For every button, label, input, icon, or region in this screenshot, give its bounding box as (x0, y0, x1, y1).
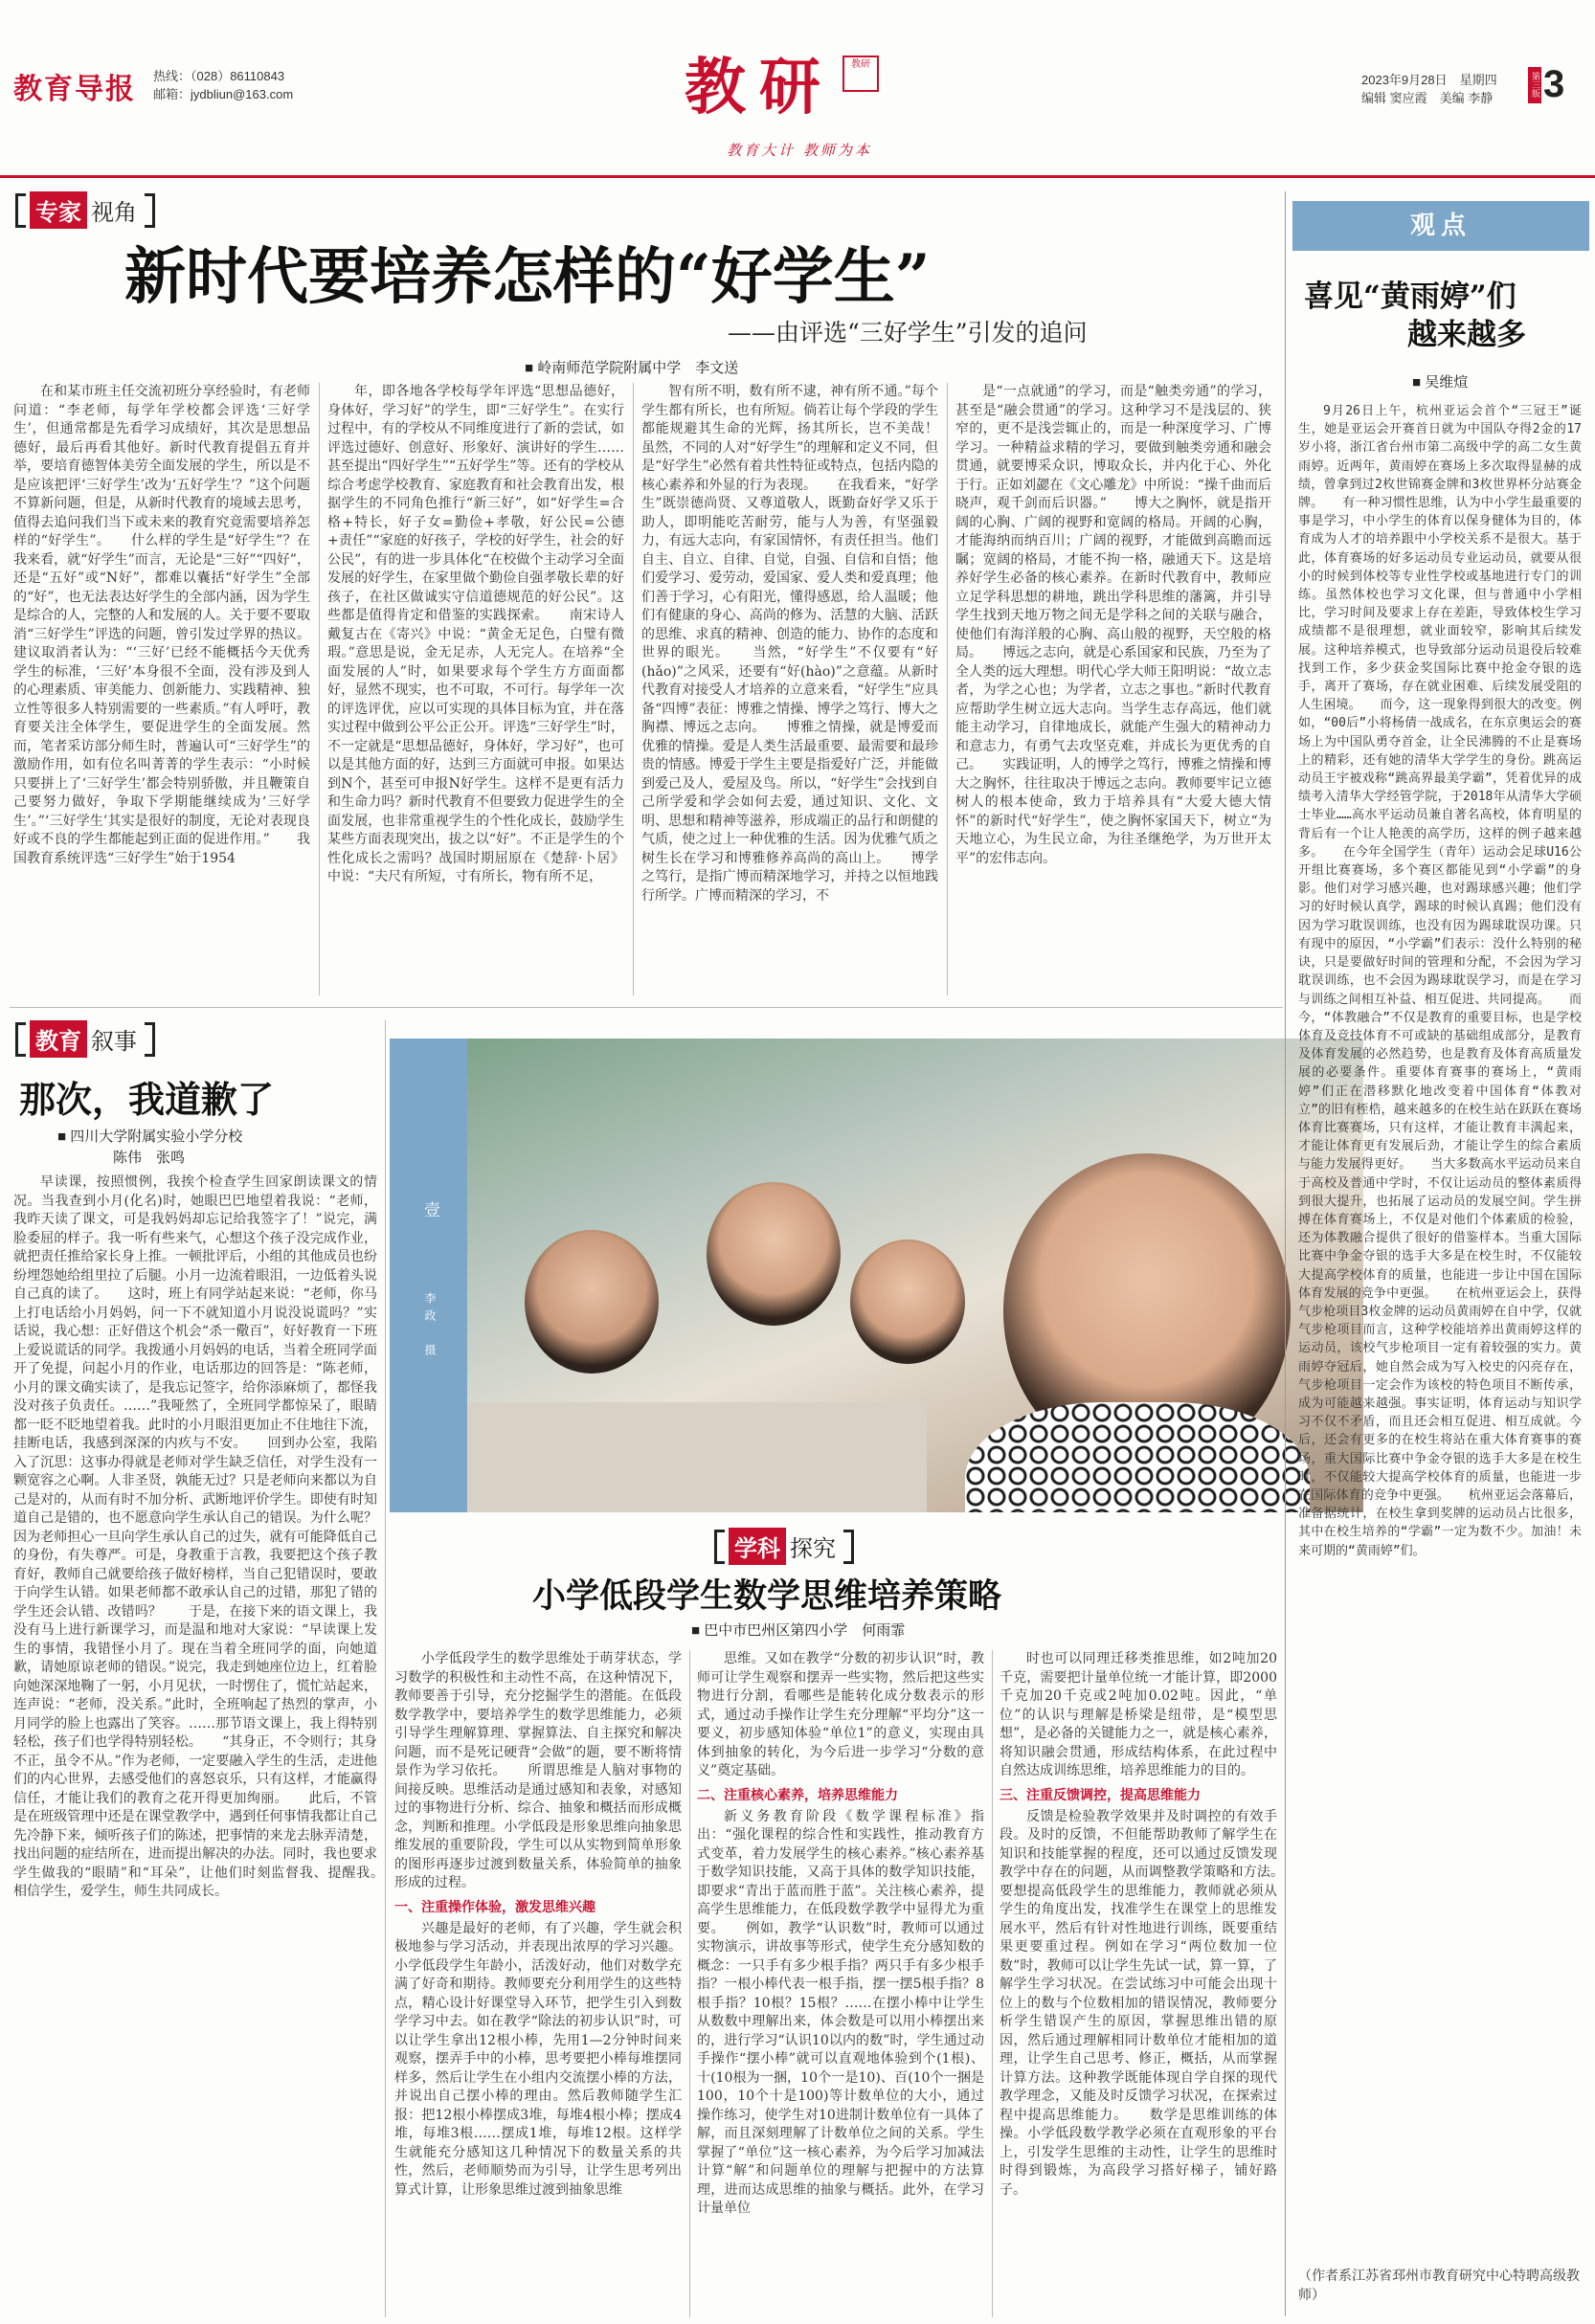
tag-bracket-right (145, 193, 155, 228)
viewpoint-title-line2: 越来越多 (1407, 318, 1526, 352)
viewpoint-banner: 观点 (1292, 201, 1589, 251)
issue-date: 2023年9月28日 星期四 (1361, 73, 1497, 87)
column-divider (947, 383, 948, 995)
lead-column-4: 是“一点就通”的学习，而是“触类旁通”的学习，甚至是“融会贯通”的学习。这种学习不是浅层的、狭窄的，更不是浅尝辄止的，而是一种深度学习、广博学习。一种精益求精的学习，要做到触类旁通和融会贯通，就要博采众识，博取众长，并内化于心、外化于行。正如刘勰在《文心雕龙》中所说：“操千曲而后晓声，观千剑而后识器。” 博大之胸怀，就是指开阔的心胸、广阔的视野和宽阔的格局。开阔的心胸，才能海纳而纳百川；广阔的视野，才能做到高瞻而远瞩；宽阔的格局，才能不拘一格，融通天下。这是培养好学生必备的核心素养。在新时代教育中，教师应立足学科思想的耕地，跳出学科思维的藩篱，并引导学生找到天地万物之间无是学科之间的关联与融合，使他们有海洋般的心胸、高山般的视野，天空般的格局。 博远之志向，就是心系国家和民族，乃至为了全人类的远大理想。明代心学大师王阳明说：“故立志者，为学之心也；为学者，立志之事也。”新时代教育应帮助学生树立远大志向。当学生志存高远，他们就能主动学习，自律地成长，就能产生强大的精神动力和意志力，有勇气去攻坚克难，并成长为更优秀的自己。 实践证明，人的博学之笃行，博雅之情操和博大之胸怀，往往取决于博远之志向。教师要牢记立德树人的根本使命，致力于培养具有“大爱大德大情怀”的新时代“好学生”，使之胸怀家国天下，树立“为天地立心，为生民立命，为往圣继绝学，为万世开太平”的宏伟志向。 (955, 384, 1271, 866)
photo-credit: 李政 摄 (423, 1292, 437, 1361)
photo-caption-bar (390, 1039, 467, 1512)
column-divider (689, 1650, 690, 2317)
lead-column-tag (15, 191, 155, 229)
photo-caption-label: 壹 (420, 1201, 439, 1218)
contact-info (153, 67, 293, 103)
classroom-photo (467, 1039, 1363, 1512)
column-divider (633, 383, 634, 995)
math-col3-text-a: 时也可以同理迁移类推思维，如2吨加20千克，需要把计量单位统一才能计算，即2000千克加20千克或2吨加0.02吨。因此，“单位”的认识与理解是桥梁是纽带，是“模型思想”，是必备的关键能力之一，就是核心素养，将知识融会贯通，形成结构体系，在此过程中自然达成训练思维，培养思维能力的目的。 (1000, 1651, 1277, 1778)
viewpoint-author-note: （作者系江苏省邳州市教育研究中心特聘高级教师） (1298, 2268, 1580, 2303)
masthead-rule (0, 175, 1595, 178)
lead-column-3: 智有所不明，数有所不逮，神有所不通。”每个学生都有所长，也有所短。倘若让每个学段的学生都能规避其生命的光辉，扬其所长，岂不美哉！ 虽然，不同的人对“好学生”的理解和定义不同，但是“好学生”必然有着共性特征或特点，包括内隐的核心素养和外显的行为表现。 在我看来，“好学生”既崇德尚贤、又尊道敬人，既勤奋好学又乐于助人，即明能吃苦耐劳，能与人为善，有坚强毅力，有远大志向，有家国情怀，有责任担当。他们自主、自立、自律、自觉，自强、自信和自悟；他们爱学习、爱劳动，爱国家、爱人类和爱真理；他们善于学习，心有阳光，懂得感恩，给人温暖；他们有健康的身心、高尚的修为、活慧的大脑、活跃的思维、求真的精神、创造的能力、协作的态度和世界的眼光。 当然，“好学生”不仅要有“好(hǎo)”之风采，还要有“好(hào)”之意蕴。从新时代教育对接受人才培养的立意来看，“好学生”应具备“四博”表征：博雅之情操、博学之笃行、博大之胸襟、博远之志向。 博雅之情操，就是博爱而优雅的情操。爱是人类生活最重要、最需要和最珍贵的情感。博爱于学生主要是指爱好广泛，并能做到爱己及人，爱屋及鸟。所以，“好学生”会找到自己所学爱和学会如何去爱，通过知识、文化、文明、思想和精神等滋养，形成端正的品行和朗健的气质，使之过上一种优雅的生活。因为优雅气质之树生长在学习和博雅修养高尚的高山上。 博学之笃行，是指广博而精深地学习，并持之以恒地践行所学。广博而精深的学习，不 (641, 384, 938, 904)
page-number: 3 (1543, 63, 1565, 105)
math-column-2 (697, 1650, 984, 2317)
lead-column-2: 年，即各地各学校每学年评选“思想品德好，身体好，学习好”的学生，即“三好学生”。在实行过程中，有的学校从不同维度进行了新的尝试，如评选过德好、创意好、形象好、演讲好的学生……甚至提出“四好学生”“五好学生”等。还有的学校从综合考虑学校教育、家庭教育和社会教育出发，根据学生的不同角色推行“新三好”，如“好学生=合格+特长，好子女=勤俭+孝敬，好公民=公德+责任”“家庭的好孩子，学校的好学生，社会的好公民”，有的进一步具体化“在校做个主动学习全面发展的好学生，在家里做个勤俭自强孝敬长辈的好孩子，在社区做诚实守信道德规范的好公民”。这些都是值得肯定和借鉴的实践探索。 南宋诗人戴复古在《寄兴》中说：“黄金无足色，白璧有微瑕。”意思是说，金无足赤，人无完人。在培养“全面发展的人”时，如果要求每个学生方方面面都好，显然不现实，也不可取，不可行。每学年一次的评选评优，应以可实现的具体目标为宜，并在落实过程中做到公平公正公开。评选“三好学生”时，不一定就是“思想品德好，身体好，学习好”，也可以是其他方面的好，达到三方面就可申报。如果达到N个，甚至可申报N好学生。这样不是更有活力和生命力吗？新时代教育不但要致力促进学生的全面发展，也非常重视学生的个性化成长，鼓励学生某些方面表现突出，拔之以“好”。不正是学生的个性化成长之需吗？战国时期屈原在《楚辞·卜居》中说：“夫尺有所短，寸有所长，物有所不足， (327, 384, 624, 884)
lead-byline: ■ 岭南师范学院附属中学 李文送 (525, 360, 739, 376)
math-subhead-3: 三、注重反馈调控，提高思维能力 (1000, 1787, 1201, 1803)
issue-editors: 编辑 窦应霞 美编 李静 (1361, 91, 1494, 105)
math-col3-text-b: 反馈是检验教学效果并及时调控的有效手段。及时的反馈，不但能帮助教师了解学生在知识和技能掌握的程度，还可以通过反馈发现教学中存在的问题，从而调整教学策略和方法。 要想提高低段学生的思维能力，教师就必须从学生的角度出发，找准学生在课堂上的思维发展水平，然后有针对性地进行训练，既要重结果更要重过程。例如在学习“两位数加一位数”时，教师可以让学生先试一试，算一算，了解学生学习状况。在尝试练习中可能会出现十位上的数与个位数相加的错误情况，教师要分析学生错误产生的原因，掌握思维出错的原因，然后通过理解相同计数单位才能相加的道理，让学生自己思考、修正，概括，从而掌握计算方法。这种教学既能体现自学自探的现代教学理念，又能及时反馈学习状况，在探索过程中提高思维能力。 数学是思维训练的体操。小学低段数学教学必须在直观形象的平台上，引发学生思维的主动性，让学生的思维时时得到锻炼，为高段学习搭好梯子，铺好路子。 (1000, 1808, 1277, 2198)
viewpoint-byline: ■ 吴维煊 (1412, 374, 1469, 391)
page-tag: 第三版 (1528, 67, 1541, 103)
viewpoint-body: 9月26日上午，杭州亚运会首个“三冠王”诞生，她是亚运会开赛首日就为中国队夺得2金的17岁小将，浙江省台州市第二高级中学的高二女生黄雨婷。近两年，黄雨婷在赛场上多次取得显赫的成绩，曾拿到过2枚世锦赛金牌和3枚世界杯分站赛金牌。 有一种习惯性思维，认为中小学生最重要的事是学习，中小学生的体育以保身健体为目的，体育成为人才的培养跟中小学校关系不是很大。基于此，体育赛场的好多运动员专业运动员，就要从很小的时候到体校等专业性学校或基地进行专门的训练。虽然体校也学习文化课，但与普通中小学相比，学习时间及要求上存在差距，导致体校生学习成绩都不是很理想，就业面较窄，影响其后续发展。这种培养模式，也导致部分运动员退役后较难找到工作，多少获金奖国际比赛中抢金夺银的选手，离开了赛场，存在就业困难、后续发展受阻的人生困境。 而今，这一现象得到很大的改变。例如，“00后”小将杨倩一战成名，在东京奥运会的赛场上为中国队勇夺首金，让全民沸腾的不止是赛场上的精彩，还有她的清华大学学生的身份。跳高运动员王宇被戏称“跳高界最美学霸”，凭着优异的成绩考入清华大学经管学院，于2018年从清华大学硕士毕业……高水平运动员兼自著名高校，体育明星的背后有一个让人艳羡的高学历，这样的例子越来越多。 在今年全国学生（青年）运动会足球U16公开组比赛赛场，多个赛区都能见到“小学霸”的身影。他们对学习感兴趣，也对踢球感兴趣；他们学习的好时候认真学，踢球的时候认真踢；他们没有因为学习耽误训练，也没有因为踢球耽误功课。只有现中的原因，“小学霸”们表示：没什么特别的秘诀，只是要做好时间的管理和分配，不会因为学习耽误训练，也不会因为踢球耽误学习，而是在学习与训练之间相互补益、相互促进、共同提高。 而今，“体教融合”不仅是教育的重要目标，也是学校体育及竞技体育不可或缺的基础组成部分，是教育及体育发展的必然趋势，也是教育及体育高质量发展的必要条件。重要体育赛事的赛场上，“黄雨婷”们正在潜移默化地改变着中国体育“体教对立”的旧有桎梏，越来越多的在校生站在跃跃在赛场体育比赛赛场，只有这样，才能让教育丰满起来，才能让体育更有发展后劲，才能让学生的综合素质与能力发展得更好。 当大多数高水平运动员来自于高校及普通中学时，不仅让运动员的整体素质得到很大提升，也拓展了运动员的发展空间。学生拼搏在体育赛场上，不仅是对他们个体素质的检验，还为体教融合提供了很好的借鉴样本。当重大国际比赛中争金夺银的选手大多是在校生时，不仅能较大提高学校体育的质量，也能进一步让中国在国际体育发展的竞争中更强。 在杭州亚运会上，获得气步枪项目3枚金牌的运动员黄雨婷在自中学，仅就气步枪项目而言，这种学校能培养出黄雨婷这样的运动员，该校气步枪项目一定有着较强的实力。黄雨婷夺冠后，她自然会成为写入校史的闪亮存在，气步枪项目一定会作为该校的特色项目不断传承，成为可能越来越强。事实证明，体育运动与知识学习不仅不矛盾，而且还会相互促进、相互成就。今后，还会有更多的在校生将站在重大体育赛事的赛场，重大国际比赛中争金夺银的选手大多是在校生时，不仅能较大提高学校体育的质量，也能进一步在国际体育的竞争中更强。 杭州亚运会落幕后，准备据统计，在校生拿到奖牌的运动员占比很多，其中在校生培养的“学霸”一定为数不少。加油！未来可期的“黄雨婷”们。 (1298, 404, 1582, 1558)
story-column-tag (15, 1020, 155, 1058)
section-slogan: 教育大计 教师为本 (727, 142, 872, 159)
page-number-box (1528, 63, 1564, 106)
lead-tag-name: 视角 (91, 199, 137, 226)
student-figure-icon (525, 1230, 659, 1374)
lead-headline: 新时代要培养怎样的“好学生” (124, 241, 931, 313)
email-line: 邮箱：jydbliun@163.com (153, 87, 294, 101)
story-byline-names: 陈伟 张鸣 (113, 1150, 186, 1166)
math-column-1 (394, 1650, 682, 2317)
math-subhead-1: 一、注重操作体验，激发思维兴趣 (394, 1899, 595, 1915)
math-col1-text-a: 小学低段学生的数学思维处于萌芽状态，学习数学的积极性和主动性不高，在这种情况下，教师要善于引导，充分挖掘学生的潜能。在低段数学教学中，要培养学生的数学思维能力，必须引导学生理解算理、掌握算法、自主探究和解决问题，而不是死记硬背“会做”的题，要不断将情景作为学习依托。 所谓思维是人脑对事物的间接反映。思维活动是通过感知和表象，对感知过的事物进行分析、综合、抽象和概括而形成概念，判断和推理。小学低段是形象思维向抽象思维发展的重要阶段，学生可以从实物到简单形象的图形再逐步过渡到数量关系，体验简单的抽象形成的过程。 (394, 1651, 682, 1890)
student-figure-icon (707, 1182, 841, 1326)
math-subhead-2: 二、注重核心素养，培养思维能力 (697, 1787, 898, 1803)
section-title: 教研 (685, 52, 834, 123)
math-col2-text-b: 新义务教育阶段《数学课程标准》指出：“强化课程的综合性和实践性，推动教育方式变革，着力发展学生的核心素养。”核心素养基于数学知识技能，又高于具体的数学知识技能，即要求“青出于蓝而胜于蓝”。关注核心素养，提高学生思维能力，在低段数学教学中显得尤为重要。 例如，教学“认识数”时，教师可以通过实物演示，讲故事等形式，使学生充分感知数的概念：一只手有多少根手指？两只手有多少根手指？一根小棒代表一根手指，摆一摆5根手指？8根手指？10根？15根？……在摆小棒中让学生从数数中理解出来，体会数是可以用小棒摆出来的，进行学习“认识10以内的数”时，学生通过动手操作“摆小棒”就可以直观地体验到个(1根)、十(10根为一捆，10个一是10)、百(10个一捆是100，10个十是100)等计数单位的大小，通过操作练习，使学生对10进制计数单位有一具体了解，而且深刻理解了计数单位之间的关系。学生掌握了“单位”这一核心素养，为今后学习加减法计算“解”和问题单位的理解与把握中的方法算理，进而达成思维的抽象与概括。此外，在学习计量单位 (697, 1808, 984, 2216)
column-divider (1285, 191, 1286, 2316)
polka-dot-shirt-icon (965, 1402, 1310, 1512)
tag-bracket-left (15, 193, 26, 228)
tag-bracket-right (145, 1022, 155, 1057)
story-byline-school: ■ 四川大学附属实验小学分校 (57, 1128, 243, 1145)
phone-line: 热线：（028）86110843 (153, 69, 285, 83)
math-byline: ■ 巴中市巴州区第四小学 何雨霏 (691, 1622, 906, 1639)
math-col1-text-b: 兴趣是最好的老师，有了兴趣，学生就会积极地参与学习活动，并表现出浓厚的学习兴趣。小学低段学生年龄小，活泼好动，他们对数学充满了好奇和期待。教师要充分利用学生的这些特点，精心设计好课堂导入环节，把学生引入到数学学习中去。如在教学“除法的初步认识”时，可以让学生拿出12根小棒，先用1—2分钟时间来观察，摆弄手中的小棒，思考要把小棒每堆摆同样多，然后让学生在小组内交流摆小棒的方法，并说出自己摆小棒的理由。然后教师随学生汇报：把12根小棒摆成3堆，每堆4根小棒；摆成4堆，每堆3根……摆成1堆，每堆12根。这样学生就能充分感知这几种情况下的数量关系的共性，然后，老师顺势而为引导，让学生思考列出算式计算，让形象思维过渡到抽象思维 (394, 1920, 682, 2198)
math-column-3 (1000, 1650, 1277, 2317)
story-body: 早读课，按照惯例，我挨个检查学生回家朗读课文的情况。当我查到小月(化名)时，她眼巴巴地望着我说：“老师，我昨天读了课文，可是我妈妈却忘记给我签字了！”说完，满脸委屈的样子。我一听有些来气，心想这个孩子没完成作业，就把责任推给家长身上推。一顿批评后，小组的其他成员也纷纷埋怨她给组里拉了后腿。小月一边流着眼泪，一边低着头说自己真的读了。 这时，班上有同学站起来说：“老师，你马上打电话给小月妈妈，问一下不就知道小月说没说谎吗？”实话说，我心想：正好借这个机会“杀一儆百”，好好教育一下班上爱说谎话的同学。我拨通小月妈妈的电话，当着全班同学面开了免提，问起小月的作业，电话那边的回答是：“陈老师，小月的课文确实读了，是我忘记签字，给你添麻烦了，都怪我没对孩子负责任。……”我哑然了，全班同学都惊呆了，眼睛都一眨不眨地望着我。此时的小月眼泪更加止不住地往下流，挂断电话，我感到深深的内疚与不安。 回到办公室，我陷入了沉思：这事办得就是老师对学生缺乏信任，对学生没有一颗宽容之心啊。人非圣贤，孰能无过？只是老师向来都以为自己是对的，从而有时不加分析、武断地评价学生。即使有时知道自己是错的，也不愿意向学生承认自己的错误。为什么呢？因为老师担心一旦向学生承认自己的过失，就有可能降低自己的身份，有失尊严。可是，身教重于言教，我要把这个孩子教育好，教师自己就要给孩子做好榜样，当自己犯错误时，要敢于向学生认错。如果老师都不敢承认自己的过错，那犯了错的学生还会认错、改错吗？ 于是，在接下来的语文课上，我没有马上进行新课学习，而是温和地对大家说：“早读课上发生的事情，我错怪小月了。现在当着全班同学的面，向她道歉，请她原谅老师的错误。”说完，我走到她座位边上，红着脸向她深深地鞠了一躬，小月见状，一时愣住了，慌忙站起来，连声说：“老师，没关系。”此时，全班响起了热烈的掌声，小月同学的脸上也露出了笑容。……那节语文课上，我上得特别轻松，孩子们也学得特别轻松。 “其身正，不令则行；其身不正，虽令不从。”作为老师，一定要融入学生的生活，走进他们的内心世界，去感受他们的喜怒哀乐，只有这样，才能赢得信任，才能让我们的教育之花开得更加绚丽。 此后，不管是在班级管理中还是在课堂教学中，遇到任何事情我都让自己先冷静下来，倾听孩子们的陈述，把事情的来龙去脉弄清楚，找出问题的症结所在，进而提出解决的办法。同时，我也要求学生做我的“眼睛”和“耳朵”，让他们时刻监督我、提醒我。 相信学生，爱学生，师生共同成长。 (13, 1174, 377, 1899)
math-column-tag (714, 1528, 854, 1565)
tag-bracket-left (714, 1530, 725, 1564)
story-tag-highlight: 教育 (30, 1020, 87, 1058)
math-tag-name: 探究 (790, 1535, 836, 1562)
lead-subtitle: ——由评选“三好学生”引发的追问 (728, 319, 1088, 346)
issue-info (1361, 71, 1497, 107)
newspaper-logo: 教育导报 (13, 73, 136, 106)
lead-column-1: 在和某市班主任交流初班分享经验时，有老师问道：“李老师，每学年学校都会评选‘三好学生’，但通常都是先看学习成绩好，其次是思想品德好，最后再看其他好。新时代教育提倡五育并举，要培育德智体美劳全面发展的学生，所以是不是应该把评‘三好学生’改为‘五好学生’？”这个问题不算新问题，但是，从新时代教育的境域去思考，值得去追问我们当下或未来的教育究竟需要培养怎样的“好学生”。 什么样的学生是“好学生”？在我来看，就“好学生”而言，无论是“三好”“四好”，还是“五好”或“N好”，都难以囊括“好学生”全部的“好”，也无法表达好学生的全部内涵，因为学生是综合的人，完整的人和发展的人。关于要不要取消“三好学生”评选的问题，曾引发过学界的热议。建议取消者认为：“‘三好’已经不能概括今天优秀学生的标准，‘三好’本身很不全面，没有涉及到人的心理素质、审美能力、创新能力、实践精神、独立性等很多人特别需要的一些素质。”有人呼吁，教育要关注全体学生，要促进学生的全面发展。然而，笔者采访部分师生时，普遍认可“三好学生”的激励作用，如有位名叫菁菁的学生表示：“小时候只要拼上了‘三好学生’都会特别骄傲，并且鞭策自己要努力做好，争取下学期能继续成为‘三好学生’。”‘三好学生’其实是很好的制度，无论对表现良好或不良的学生都能起到正面的促进作用。” 我国教育系统评选“三好学生”始于1954 (13, 384, 310, 866)
section-seal-icon: 教研 (842, 56, 879, 92)
student-figure-icon (850, 1240, 965, 1364)
math-col2-text-a: 思维。又如在教学“分数的初步认识”时，教师可让学生观察和摆弄一些实物，然后把这些实物进行分割，看哪些是能转化成分数表示的形式，通过动手操作让学生充分理解“平均分”这一要义，初步感知体验“单位1”的意义，实现由具体到抽象的转化，为今后进一步学习“分数的意义”奠定基础。 (697, 1651, 984, 1778)
column-divider (319, 383, 320, 995)
section-divider (10, 1007, 1283, 1008)
viewpoint-title-line1: 喜见“黄雨婷”们 (1304, 279, 1516, 314)
desk-icon (467, 1402, 927, 1512)
math-tag-highlight: 学科 (729, 1528, 786, 1565)
column-divider (385, 1020, 386, 2317)
tag-bracket-right (843, 1530, 854, 1564)
column-divider (992, 1650, 993, 2317)
tag-bracket-left (15, 1022, 26, 1057)
lead-tag-highlight: 专家 (30, 191, 87, 229)
story-tag-name: 叙事 (91, 1028, 137, 1055)
story-headline: 那次，我道歉了 (19, 1078, 275, 1121)
math-headline: 小学低段学生数学思维培养策略 (532, 1576, 1002, 1616)
